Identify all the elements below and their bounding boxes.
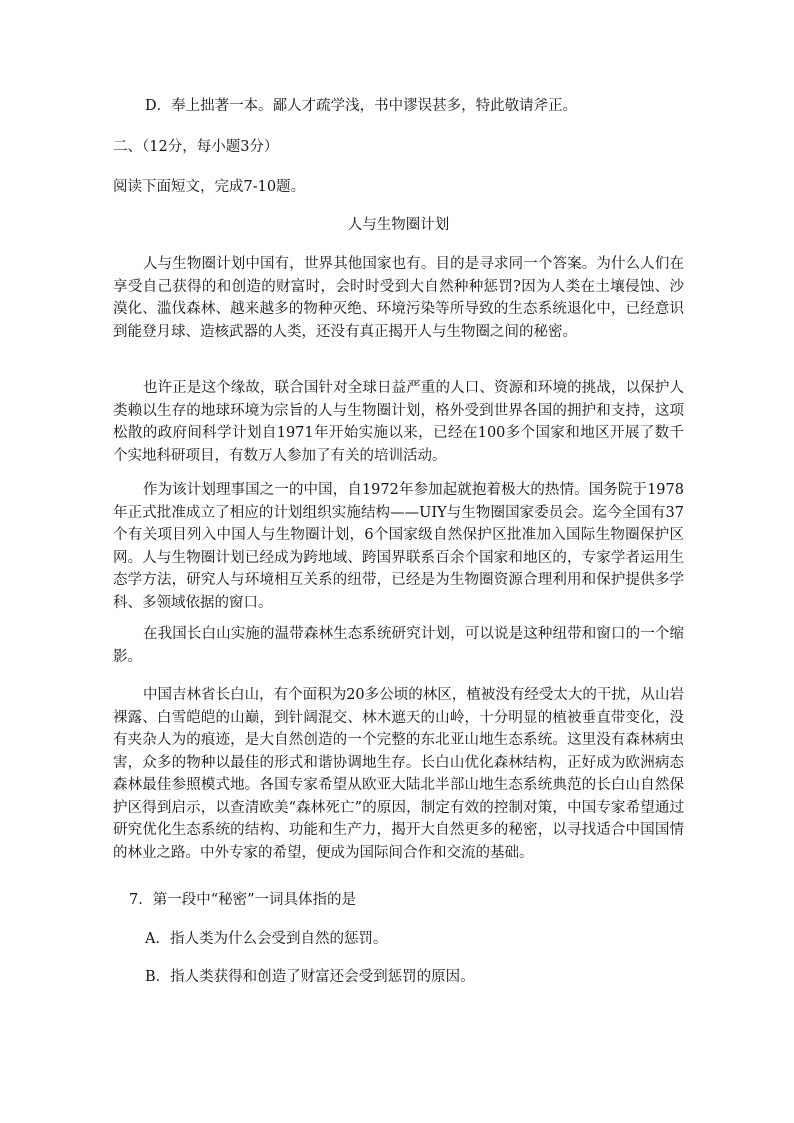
question-7-option-b: B．指人类获得和创造了财富还会受到惩罚的原因。 bbox=[145, 969, 475, 985]
article-paragraph-4: 在我国长白山实施的温带森林生态系统研究计划，可以说是这种纽带和窗口的一个缩影。 bbox=[113, 626, 684, 665]
article-title: 人与生物圈计划 bbox=[347, 217, 450, 233]
article-paragraph-1: 人与生物圈计划中国有，世界其他国家也有。目的是寻求同一个答案。为什么人们在享受自己获得的和创造的财富时，会时时受到大自然种种惩罚?因为人类在土壤侵蚀、沙漠化、滥伐森林、越来越多的物种灭绝、环境污染等所导致的生态系统退化中，已经意识到能登月球、造核武器的人类，还没有真正揭开人与生物圈之间的秘密。 bbox=[113, 256, 684, 340]
article-paragraph-3: 作为该计划理事国之一的中国，自1972年参加起就抱着极大的热情。国务院于1978年正式批准成立了相应的计划组织实施结构——UIY与生物圈国家委员会。迄今全国有37个有关项目列入中国人与生物圈计划，6个国家级自然保护区批准加入国际生物圈保护区网。人与生物圈计划已经成为跨地域、跨国界联系百余个国家和地区的，专家学者运用生态学方法，研究人与环境相互关系的纽带，已经是为生物圈资源合理利用和保护提供多学科、多领域依据的窗口。 bbox=[113, 482, 684, 611]
question-7-stem: 7．第一段中“秘密”一词具体指的是 bbox=[129, 892, 357, 908]
article-paragraph-5: 中国吉林省长白山，有个面积为20多公顷的林区，植被没有经受太大的干扰，从山岩裸露、白雪皑皑的山巅，到针阔混交、林木遮天的山岭，十分明显的植被垂直带变化，没有夹杂人为的痕迹，是大自然创造的一个完整的东北亚山地生态系统。这里没有森林病虫害，众多的物种以最佳的形式和谐协调地生存。长白山优化森林结构，正好成为欧洲病态森林最佳参照模式地。各国专家希望从欧亚大陆北半部山地生态系统典范的长白山自然保护区得到启示，以查清欧美“森林死亡”的原因，制定有效的控制对策，中国专家希望通过研究优化生态系统的结构、功能和生产力，揭开大自然更多的秘密，以寻找适合中国国情的林业之路。中外专家的希望，便成为国际间合作和交流的基础。 bbox=[113, 687, 684, 861]
section-heading: 二、（12分，每小题3分） bbox=[113, 139, 279, 155]
option-d-text: D．奉上拙著一本。鄙人才疏学浅，书中谬误甚多，特此敬请斧正。 bbox=[145, 98, 578, 114]
reading-instruction: 阅读下面短文，完成7-10题。 bbox=[113, 179, 306, 195]
article-paragraph-2: 也许正是这个缘故，联合国针对全球日益严重的人口、资源和环境的挑战，以保护人类赖以生存的地球环境为宗旨的人与生物圈计划，格外受到世界各国的拥护和支持，这项松散的政府间科学计划自1971年开始实施以来，已经在100多个国家和地区开展了数千个实地科研项目，有数万人参加了有关的培训活动。 bbox=[113, 380, 684, 464]
question-7-option-a: A．指人类为什么会受到自然的惩罚。 bbox=[145, 931, 388, 947]
